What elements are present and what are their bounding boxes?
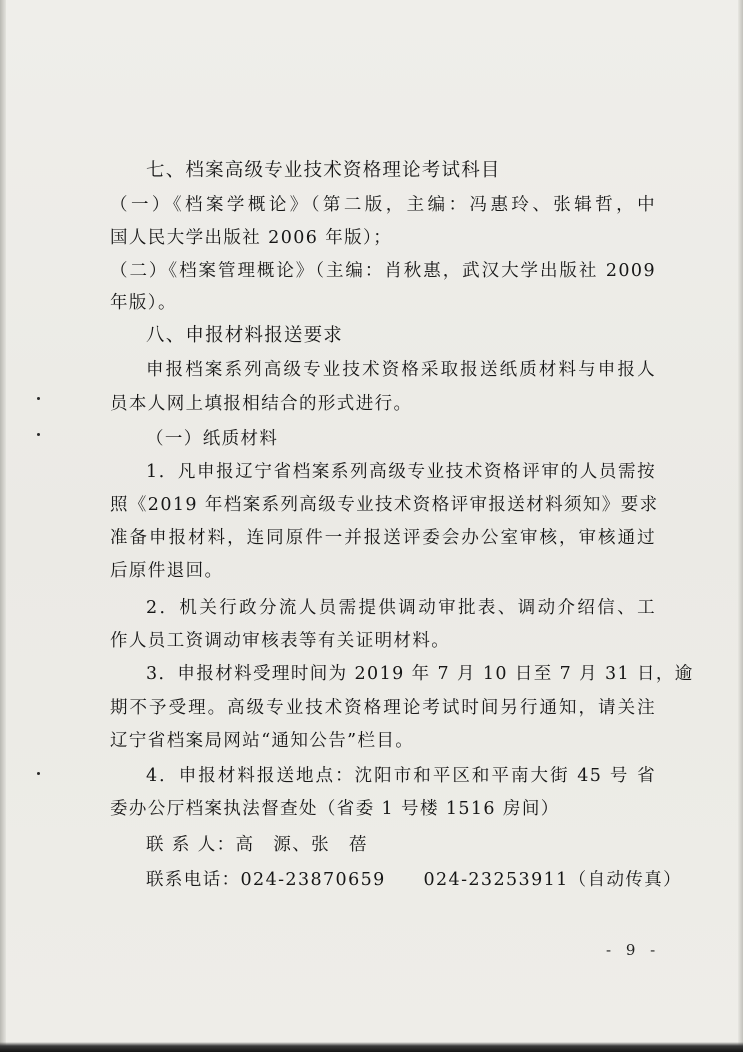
- paragraph-line: 期不予受理。高级专业技术资格理论考试时间另行通知，请关注: [110, 698, 656, 718]
- subsection-heading: （一）纸质材料: [146, 429, 279, 449]
- scan-bottom-edge: [0, 1042, 743, 1052]
- paragraph-line: 国人民大学出版社 2006 年版）；: [110, 228, 393, 248]
- scan-speck: [37, 397, 40, 400]
- contact-person-line: 联 系 人：高 源、张 蓓: [146, 835, 368, 855]
- scan-speck: [37, 772, 40, 775]
- paragraph-line: 作人员工资调动审核表等有关证明材料。: [110, 631, 451, 651]
- paragraph-line: 1．凡申报辽宁省档案系列高级专业技术资格评审的人员需按: [146, 462, 656, 482]
- paragraph-line: 照《2019 年档案系列高级专业技术资格评审报送材料须知》要求: [110, 495, 659, 515]
- paragraph-line: 申报档案系列高级专业技术资格采取报送纸质材料与申报人: [146, 360, 656, 380]
- paragraph-line: 2．机关行政分流人员需提供调动审批表、调动介绍信、工: [146, 598, 656, 618]
- paragraph-line: 员本人网上填报相结合的形式进行。: [110, 394, 413, 414]
- paragraph-line: 辽宁省档案局网站“通知公告”栏目。: [110, 731, 415, 751]
- page-number: - 9 -: [606, 941, 661, 959]
- section-heading-7: 七、档案高级专业技术资格理论考试科目: [146, 160, 501, 181]
- paragraph-line: 3．申报材料受理时间为 2019 年 7 月 10 日至 7 月 31 日，逾: [146, 664, 694, 684]
- scan-left-edge: [0, 0, 6, 1052]
- paragraph-line: 4．申报材料报送地点：沈阳市和平区和平南大街 45 号 省: [146, 766, 656, 786]
- paragraph-line: 年版）。: [110, 293, 177, 313]
- paragraph-line: 委办公厅档案执法督查处（省委 1 号楼 1516 房间）: [110, 799, 560, 819]
- paragraph-line: 后原件退回。: [110, 561, 224, 581]
- section-heading-8: 八、申报材料报送要求: [146, 325, 344, 346]
- paragraph-line: 准备申报材料，连同原件一并报送评委会办公室审核，审核通过: [110, 528, 656, 548]
- scan-speck: [37, 433, 40, 436]
- contact-phone-line: 联系电话：024-23870659 024-23253911（自动传真）: [146, 870, 683, 890]
- paragraph-line: （一）《档案学概论》（第二版，主编：冯惠玲、张辑哲，中: [110, 195, 656, 215]
- scan-right-edge: [738, 0, 743, 1052]
- paragraph-line: （二）《档案管理概论》（主编：肖秋惠，武汉大学出版社 2009: [110, 261, 656, 281]
